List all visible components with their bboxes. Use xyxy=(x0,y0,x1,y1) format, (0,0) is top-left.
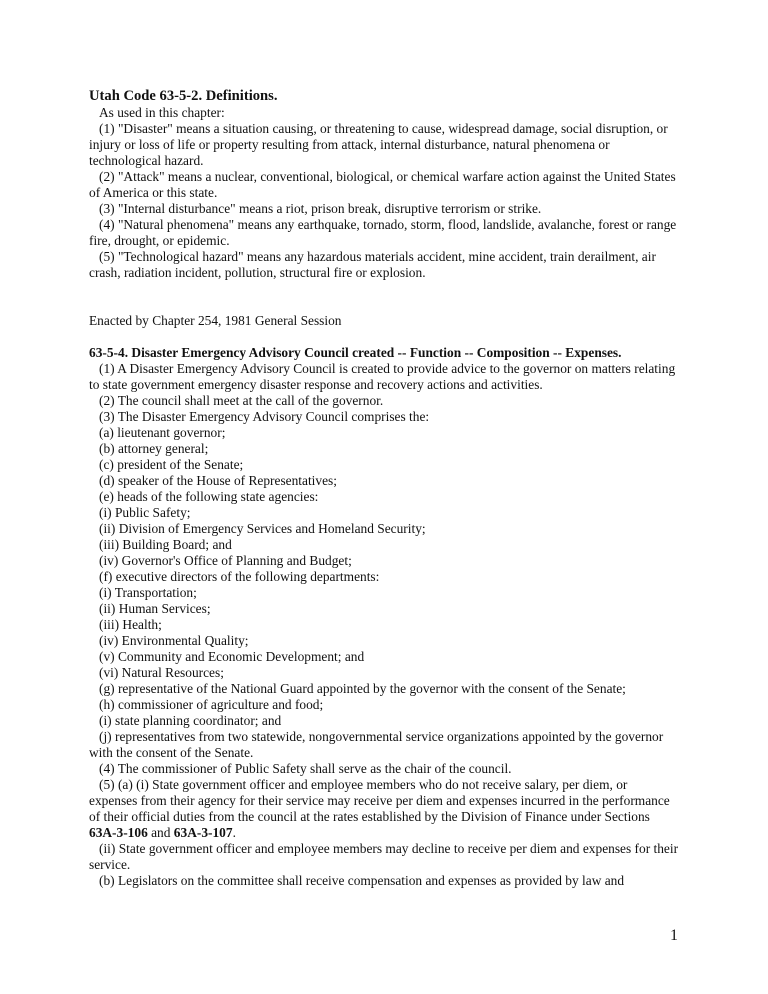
paragraph-4: (4) The commissioner of Public Safety shall serve as the chair of the council. xyxy=(99,761,512,776)
list-item: (e) heads of the following state agencies: xyxy=(99,489,319,504)
paragraph-2: (2) The council shall meet at the call of the governor. xyxy=(99,393,384,408)
definition-4: (4) "Natural phenomena" means any earthquake, tornado, storm, flood, landslide, avalanche, forest or range fire, drought, or epidemic. xyxy=(89,217,677,248)
period-text: . xyxy=(232,825,236,840)
definition-3: (3) "Internal disturbance" means a riot, prison break, disruptive terrorism or strike. xyxy=(99,201,542,216)
paragraph-5a-ii: (ii) State government officer and employee members may decline to receive per diem and expenses for their service. xyxy=(89,841,679,872)
intro-text: As used in this chapter: xyxy=(99,105,225,120)
list-item: (a) lieutenant governor; xyxy=(99,425,226,440)
definition-1: (1) "Disaster" means a situation causing, or threatening to cause, widespread damage, social disruption, or injury or loss of life or property resulting from attack, internal disturbance, natural phenomena or technological hazard. xyxy=(89,121,668,168)
list-item: (iii) Building Board; and xyxy=(99,537,232,552)
list-item-j: (j) representatives from two statewide, nongovernmental service organizations appointed by the governor with the consent of the Senate. xyxy=(89,729,664,760)
list-item: (ii) Human Services; xyxy=(99,601,211,616)
list-item: (vi) Natural Resources; xyxy=(99,665,224,680)
list-item: (v) Community and Economic Development; and xyxy=(99,649,365,664)
list-item: (ii) Division of Emergency Services and Homeland Security; xyxy=(99,521,426,536)
definition-5: (5) "Technological hazard" means any hazardous materials accident, mine accident, train derailment, air crash, radiation incident, pollution, structural fire or explosion. xyxy=(89,249,656,280)
spacer xyxy=(89,281,679,313)
list-item: (c) president of the Senate; xyxy=(99,457,244,472)
section-reference-link[interactable]: 63A-3-107 xyxy=(173,825,233,840)
list-item: (i) Transportation; xyxy=(99,585,197,600)
list-item: (iv) Environmental Quality; xyxy=(99,633,249,648)
list-item: (d) speaker of the House of Representatives; xyxy=(99,473,337,488)
section-title-63-5-2: Utah Code 63-5-2. Definitions. xyxy=(89,88,278,104)
section-title-63-5-4: 63-5-4. Disaster Emergency Advisory Council created -- Function -- Composition -- Expenses. xyxy=(89,345,622,360)
page-number: 1 xyxy=(670,927,678,944)
list-item: (f) executive directors of the following departments: xyxy=(99,569,380,584)
definition-2: (2) "Attack" means a nuclear, conventional, biological, or chemical warfare action against the United States of America or this state. xyxy=(89,169,676,200)
list-item: (g) representative of the National Guard appointed by the governor with the consent of the Senate; xyxy=(99,681,626,696)
list-item: (h) commissioner of agriculture and food; xyxy=(99,697,324,712)
conjunction-text: and xyxy=(147,825,174,840)
paragraph-5b: (b) Legislators on the committee shall receive compensation and expenses as provided by law and xyxy=(99,873,625,888)
paragraph-1: (1) A Disaster Emergency Advisory Council is created to provide advice to the governor on matters relating to state government emergency disaster response and recovery actions and activities. xyxy=(89,361,676,392)
list-item: (i) state planning coordinator; and xyxy=(99,713,282,728)
list-item: (iii) Health; xyxy=(99,617,162,632)
list-item: (iv) Governor's Office of Planning and Budget; xyxy=(99,553,352,568)
document-page xyxy=(89,88,679,889)
list-item: (b) attorney general; xyxy=(99,441,209,456)
paragraph-3: (3) The Disaster Emergency Advisory Council comprises the: xyxy=(99,409,430,424)
spacer xyxy=(89,329,679,345)
enacted-note: Enacted by Chapter 254, 1981 General Session xyxy=(89,313,342,328)
paragraph-5a xyxy=(89,777,679,841)
list-item: (i) Public Safety; xyxy=(99,505,191,520)
paragraph-5a-text: (5) (a) (i) State government officer and employee members who do not receive salary, per diem, or expenses from their agency for their service may receive per diem and expenses incurred in the performance of their official duties from the council at the rates established by the Division of Finance under Sections xyxy=(89,777,670,824)
section-reference-link[interactable]: 63A-3-106 xyxy=(89,825,148,840)
